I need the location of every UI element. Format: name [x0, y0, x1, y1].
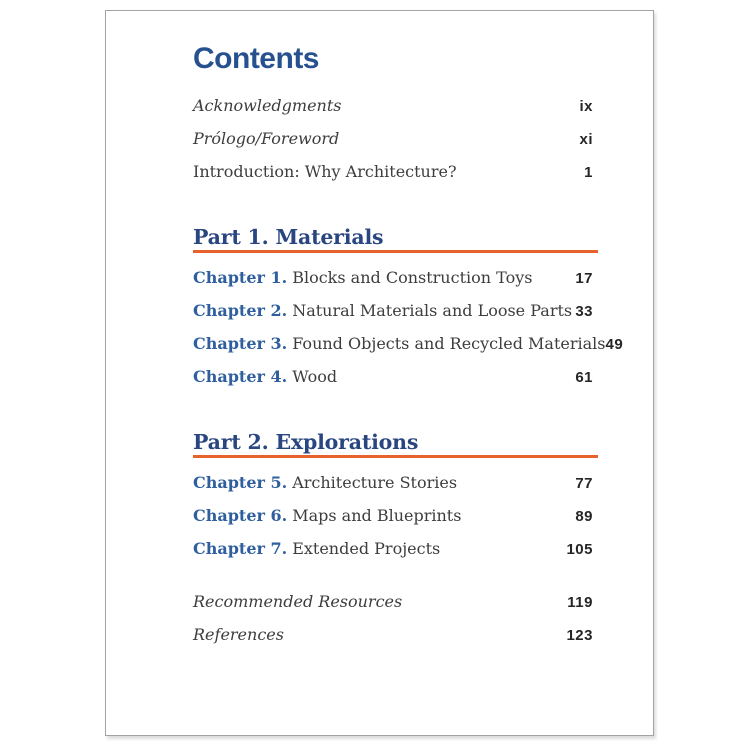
toc-entry [193, 532, 598, 565]
chapter-title: Maps and Blueprints [292, 506, 462, 525]
part-heading: Part 2. Explorations [193, 430, 419, 454]
toc-entry [193, 294, 598, 327]
toc-entry [193, 618, 598, 651]
entry-page-number: 17 [575, 270, 593, 287]
chapter-label: Chapter 5. [193, 473, 288, 492]
entry-page-number: 49 [605, 336, 624, 353]
chapter-title: Blocks and Construction Toys [292, 268, 533, 287]
orange-rule-divider [193, 250, 598, 253]
entry-page-number: 1 [584, 164, 593, 181]
toc-entry [193, 585, 598, 618]
entry-label: References [193, 625, 284, 644]
chapter-title: Extended Projects [292, 539, 441, 558]
entry-page-number: ix [579, 98, 593, 115]
toc-entry [193, 261, 598, 294]
entry-label: Acknowledgments [193, 96, 342, 115]
toc-entry [193, 327, 624, 360]
chapter-title: Natural Materials and Loose Parts [292, 301, 573, 320]
entry-label: Prólogo/Foreword [193, 129, 340, 148]
entry-label [193, 466, 457, 499]
entry-page-number: 77 [575, 475, 593, 492]
entry-label [193, 499, 461, 532]
entry-page-number: 89 [575, 508, 593, 525]
chapter-label: Chapter 6. [193, 506, 288, 525]
toc-entry [193, 122, 598, 155]
orange-rule-divider [193, 455, 598, 458]
entry-page-number: xi [579, 131, 593, 148]
entry-label [193, 532, 440, 565]
chapter-label: Chapter 7. [193, 539, 288, 558]
chapter-label: Chapter 2. [193, 301, 288, 320]
entry-label: Recommended Resources [193, 592, 403, 611]
back-matter-section [193, 585, 598, 651]
chapter-label: Chapter 3. [193, 334, 288, 353]
entry-label [193, 261, 532, 294]
part-heading: Part 1. Materials [193, 225, 384, 249]
chapter-title: Found Objects and Recycled Materials [292, 334, 606, 353]
entry-label [193, 360, 337, 393]
entry-page-number: 33 [575, 303, 593, 320]
chapter-title: Wood [292, 367, 338, 386]
toc-entry [193, 466, 598, 499]
page-title: Contents [193, 42, 319, 75]
entry-page-number: 61 [575, 369, 593, 386]
chapter-label: Chapter 4. [193, 367, 288, 386]
part-2-section [193, 429, 598, 565]
part-1-section [193, 224, 624, 393]
entry-label [193, 327, 606, 360]
toc-entry [193, 89, 598, 122]
front-matter-section [193, 89, 598, 188]
chapter-title: Architecture Stories [292, 473, 458, 492]
table-of-contents [193, 42, 624, 651]
entry-page-number: 123 [566, 627, 593, 644]
toc-entry [193, 155, 598, 188]
entry-label: Introduction: Why Architecture? [193, 162, 457, 181]
toc-entry [193, 360, 598, 393]
book-page [105, 10, 654, 736]
entry-label [193, 294, 572, 327]
chapter-label: Chapter 1. [193, 268, 288, 287]
entry-page-number: 105 [566, 541, 593, 558]
entry-page-number: 119 [567, 594, 593, 611]
toc-entry [193, 499, 598, 532]
